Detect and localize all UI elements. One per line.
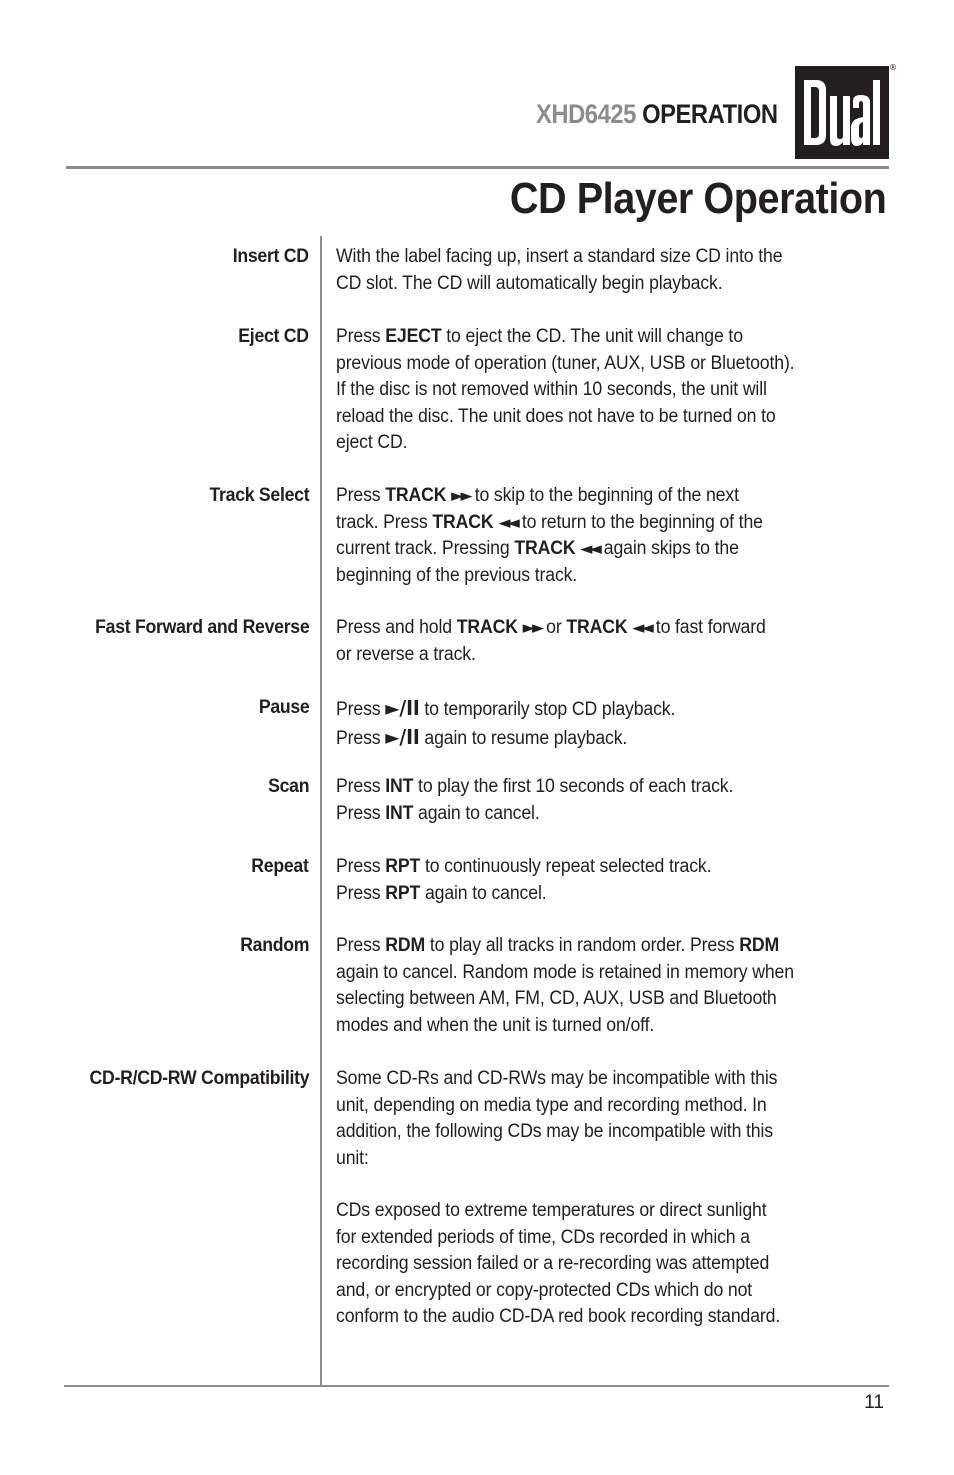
body-line: conform to the audio CD-DA red book recording standard. bbox=[336, 1306, 781, 1327]
section-body bbox=[336, 324, 896, 457]
body-line: reload the disc. The unit does not have to be turned on to bbox=[336, 405, 776, 427]
body-line: addition, the following CDs may be incompatible with this bbox=[336, 1121, 773, 1142]
body-line: Press and hold TRACK ►► or TRACK ◄◄ to fast forward bbox=[336, 617, 766, 638]
body-line: Some CD-Rs and CD-RWs may be incompatible with this bbox=[336, 1068, 778, 1089]
body-line: Press ►/II again to resume playback. bbox=[336, 724, 628, 749]
body-line: Press RPT again to cancel. bbox=[336, 882, 547, 904]
section-body bbox=[336, 854, 896, 907]
section-label: Insert CD bbox=[232, 246, 309, 267]
section-body bbox=[336, 695, 896, 752]
section-body bbox=[336, 1198, 896, 1331]
operation-heading: OPERATION bbox=[642, 99, 778, 129]
dual-logo-wordmark bbox=[795, 66, 889, 159]
body-line: modes and when the unit is turned on/off. bbox=[336, 1014, 655, 1036]
body-line: Press INT again to cancel. bbox=[336, 802, 540, 824]
header-model-title bbox=[536, 96, 778, 132]
column-divider bbox=[320, 236, 322, 1386]
body-line: Press RDM to play all tracks in random order. Press RDM bbox=[336, 935, 780, 956]
section-label: Repeat bbox=[251, 856, 309, 877]
section-label: Random bbox=[239, 935, 309, 956]
section-label: Scan bbox=[267, 776, 309, 797]
page-number: 11 bbox=[864, 1392, 884, 1413]
body-line: If the disc is not removed within 10 seconds, the unit will bbox=[336, 379, 767, 400]
header-divider bbox=[66, 166, 889, 169]
body-line: current track. Pressing TRACK ◄◄ again skips to the bbox=[336, 538, 739, 559]
body-line: for extended periods of time, CDs recorded in which a bbox=[336, 1226, 750, 1248]
section-label: CD-R/CD-RW Compatibility bbox=[89, 1068, 309, 1089]
section-body bbox=[336, 483, 896, 589]
body-line: Press EJECT to eject the CD. The unit will change to bbox=[336, 326, 743, 347]
body-line: beginning of the previous track. bbox=[336, 564, 578, 586]
body-line: eject CD. bbox=[336, 432, 408, 453]
body-line: Press RPT to continuously repeat selected track. bbox=[336, 856, 712, 877]
section-label: Fast Forward and Reverse bbox=[94, 617, 309, 638]
body-line: With the label facing up, insert a standard size CD into the bbox=[336, 246, 783, 267]
body-line: track. Press TRACK ◄◄ to return to the beginning of the bbox=[336, 511, 763, 533]
body-line: or reverse a track. bbox=[336, 643, 476, 665]
body-line: recording session failed or a re-recording was attempted bbox=[336, 1253, 770, 1274]
section-label: Track Select bbox=[209, 485, 309, 506]
section-body bbox=[336, 774, 896, 827]
body-line: again to cancel. Random mode is retained in memory when bbox=[336, 961, 794, 983]
body-line: unit, depending on media type and recording method. In bbox=[336, 1094, 767, 1116]
page-title: CD Player Operation bbox=[509, 174, 886, 223]
model-number: XHD6425 bbox=[536, 99, 637, 129]
body-line: Press INT to play the first 10 seconds of each track. bbox=[336, 776, 734, 797]
section-label: Eject CD bbox=[238, 326, 309, 347]
body-line: selecting between AM, FM, CD, AUX, USB and Bluetooth bbox=[336, 988, 777, 1009]
body-line: Press ►/II to temporarily stop CD playback. bbox=[336, 696, 676, 720]
section-body bbox=[336, 933, 896, 1039]
registered-mark: ® bbox=[889, 63, 897, 72]
section-label: Pause bbox=[258, 697, 309, 718]
section-body bbox=[336, 244, 896, 297]
body-line: unit: bbox=[336, 1147, 369, 1169]
section-body bbox=[336, 615, 896, 668]
section-body bbox=[336, 1066, 896, 1172]
body-line: and, or encrypted or copy-protected CDs which do not bbox=[336, 1279, 753, 1301]
footer-divider bbox=[64, 1385, 889, 1387]
body-line: Press TRACK ►► to skip to the beginning of the next bbox=[336, 485, 739, 506]
body-line: CD slot. The CD will automatically begin playback. bbox=[336, 272, 723, 294]
body-line: previous mode of operation (tuner, AUX, USB or Bluetooth). bbox=[336, 352, 795, 374]
body-line: CDs exposed to extreme temperatures or direct sunlight bbox=[336, 1200, 767, 1221]
dual-logo bbox=[795, 66, 889, 159]
